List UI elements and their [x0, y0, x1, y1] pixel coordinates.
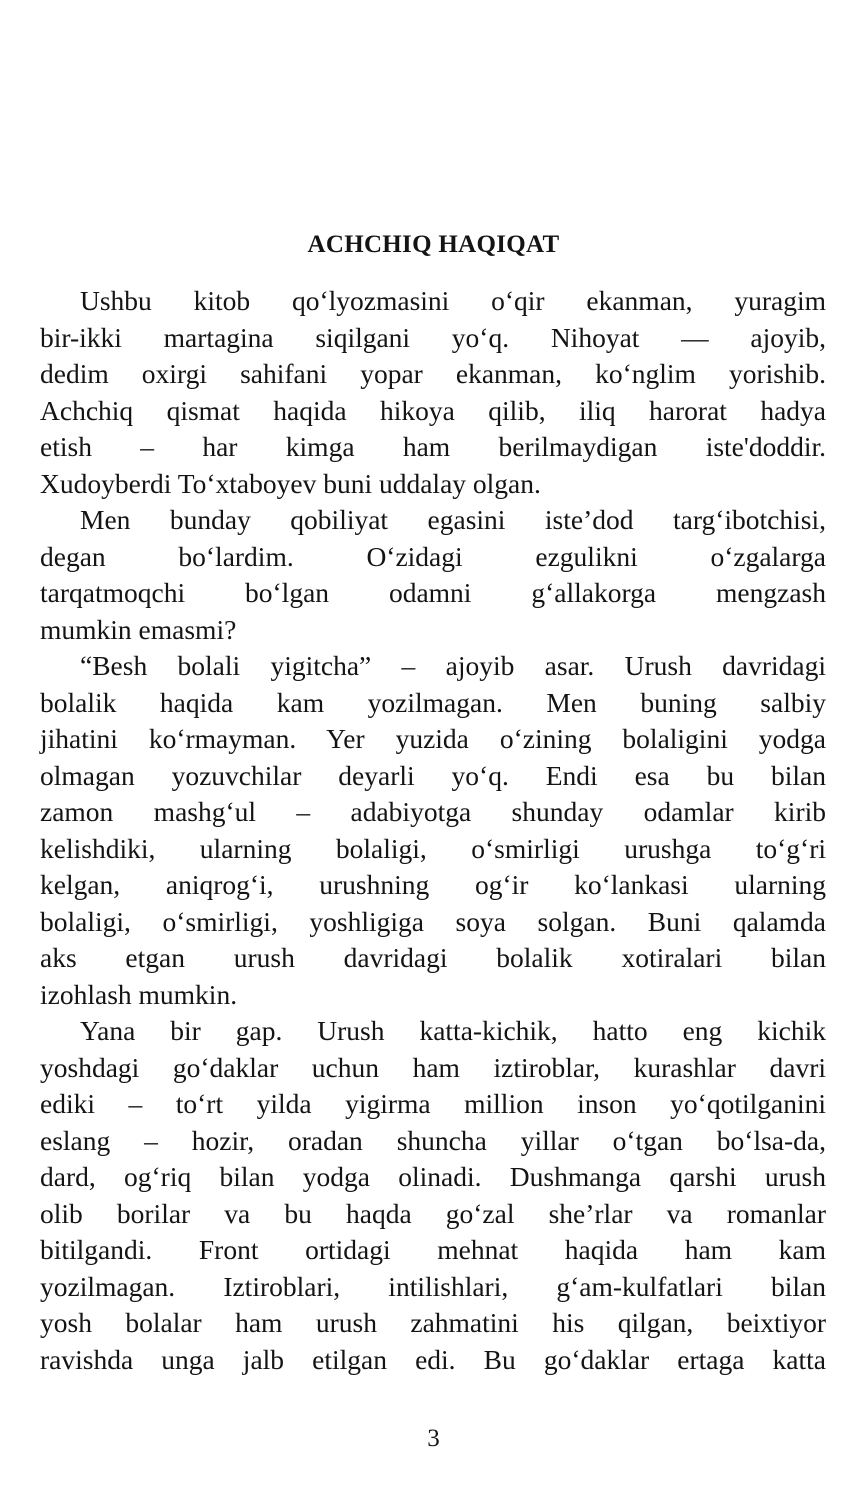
text-line: Men bunday qobiliyat egasini iste’dod targ‘ibotchisi, [80, 504, 826, 535]
text-line: kelgan, aniqrog‘i, urushning og‘ir ko‘lankasi ularning [40, 869, 826, 900]
text-line: etish – har kimga ham berilmaydigan iste'doddir. [40, 431, 826, 462]
text-line: mumkin emasmi? [40, 613, 237, 645]
text-line: Xudoyberdi To‘xtaboyev buni uddalay olgan. [40, 467, 541, 499]
text-line: ediki – to‘rt yilda yigirma million inson yo‘qotilganini [40, 1088, 826, 1119]
paragraph [40, 1013, 826, 1378]
text-line: bitilgandi. Front ortidagi mehnat haqida ham kam [40, 1234, 826, 1265]
text-line: jihatini ko‘rmayman. Yer yuzida o‘zining bolaligini yodga [40, 723, 826, 754]
text-line: Yana bir gap. Urush katta-kichik, hatto eng kichik [80, 1015, 826, 1046]
text-line: olib borilar va bu haqda go‘zal she’rlar va romanlar [40, 1197, 826, 1229]
text-line: ravishda unga jalb etilgan edi. Bu go‘daklar ertaga katta [40, 1343, 826, 1375]
text-line: aks etgan urush davridagi bolalik xotiralari bilan [40, 942, 826, 973]
text-line: Achchiq qismat haqida hikoya qilib, iliq harorat hadya [40, 394, 826, 426]
text-line: yosh bolalar ham urush zahmatini his qilgan, beixtiyor [40, 1307, 826, 1338]
text-line: eslang – hozir, oradan shuncha yillar o‘tgan bo‘lsa-da, [40, 1124, 826, 1156]
text-line: kelishdiki, ularning bolaligi, o‘smirligi urushga to‘g‘ri [40, 832, 826, 864]
text-line: olmagan yozuvchilar deyarli yo‘q. Endi esa bu bilan [40, 759, 826, 791]
text-line: Ushbu kitob qo‘lyozmasini o‘qir ekanman, yuragim [80, 285, 826, 316]
text-line: bir-ikki martagina siqilgani yo‘q. Nihoyat — ajoyib, [40, 321, 826, 353]
text-line: dedim oxirgi sahifani yopar ekanman, ko‘nglim yorishib. [40, 358, 826, 389]
text-line: zamon mashg‘ul – adabiyotga shunday odamlar kirib [40, 796, 826, 827]
text-line: yozilmagan. Iztiroblari, intilishlari, g‘am-kulfatlari bilan [40, 1270, 826, 1302]
text-line: izohlash mumkin. [40, 978, 238, 1010]
paragraph [40, 648, 826, 1013]
paragraph [40, 502, 826, 648]
text-line: degan bo‘lardim. O‘zidagi ezgulikni o‘zgalarga [40, 540, 826, 572]
text-line: “Besh bolali yigitcha” – ajoyib asar. Urush davridagi [80, 650, 826, 681]
text-line: bolaligi, o‘smirligi, yoshligiga soya solgan. Buni qalamda [40, 905, 826, 937]
text-line: dard, og‘riq bilan yodga olinadi. Dushmanga qarshi urush [40, 1161, 826, 1192]
page-number: 3 [427, 1425, 440, 1452]
text-line: tarqatmoqchi bo‘lgan odamni g‘allakorga mengzash [40, 577, 826, 608]
paragraph [40, 283, 826, 502]
chapter-title: ACHCHIQ HAQIQAT [307, 231, 560, 258]
text-line: bolalik haqida kam yozilmagan. Men buning salbiy [40, 686, 826, 718]
body-text [40, 283, 826, 1378]
text-line: yoshdagi go‘daklar uchun ham iztiroblar, kurashlar davri [40, 1051, 826, 1083]
